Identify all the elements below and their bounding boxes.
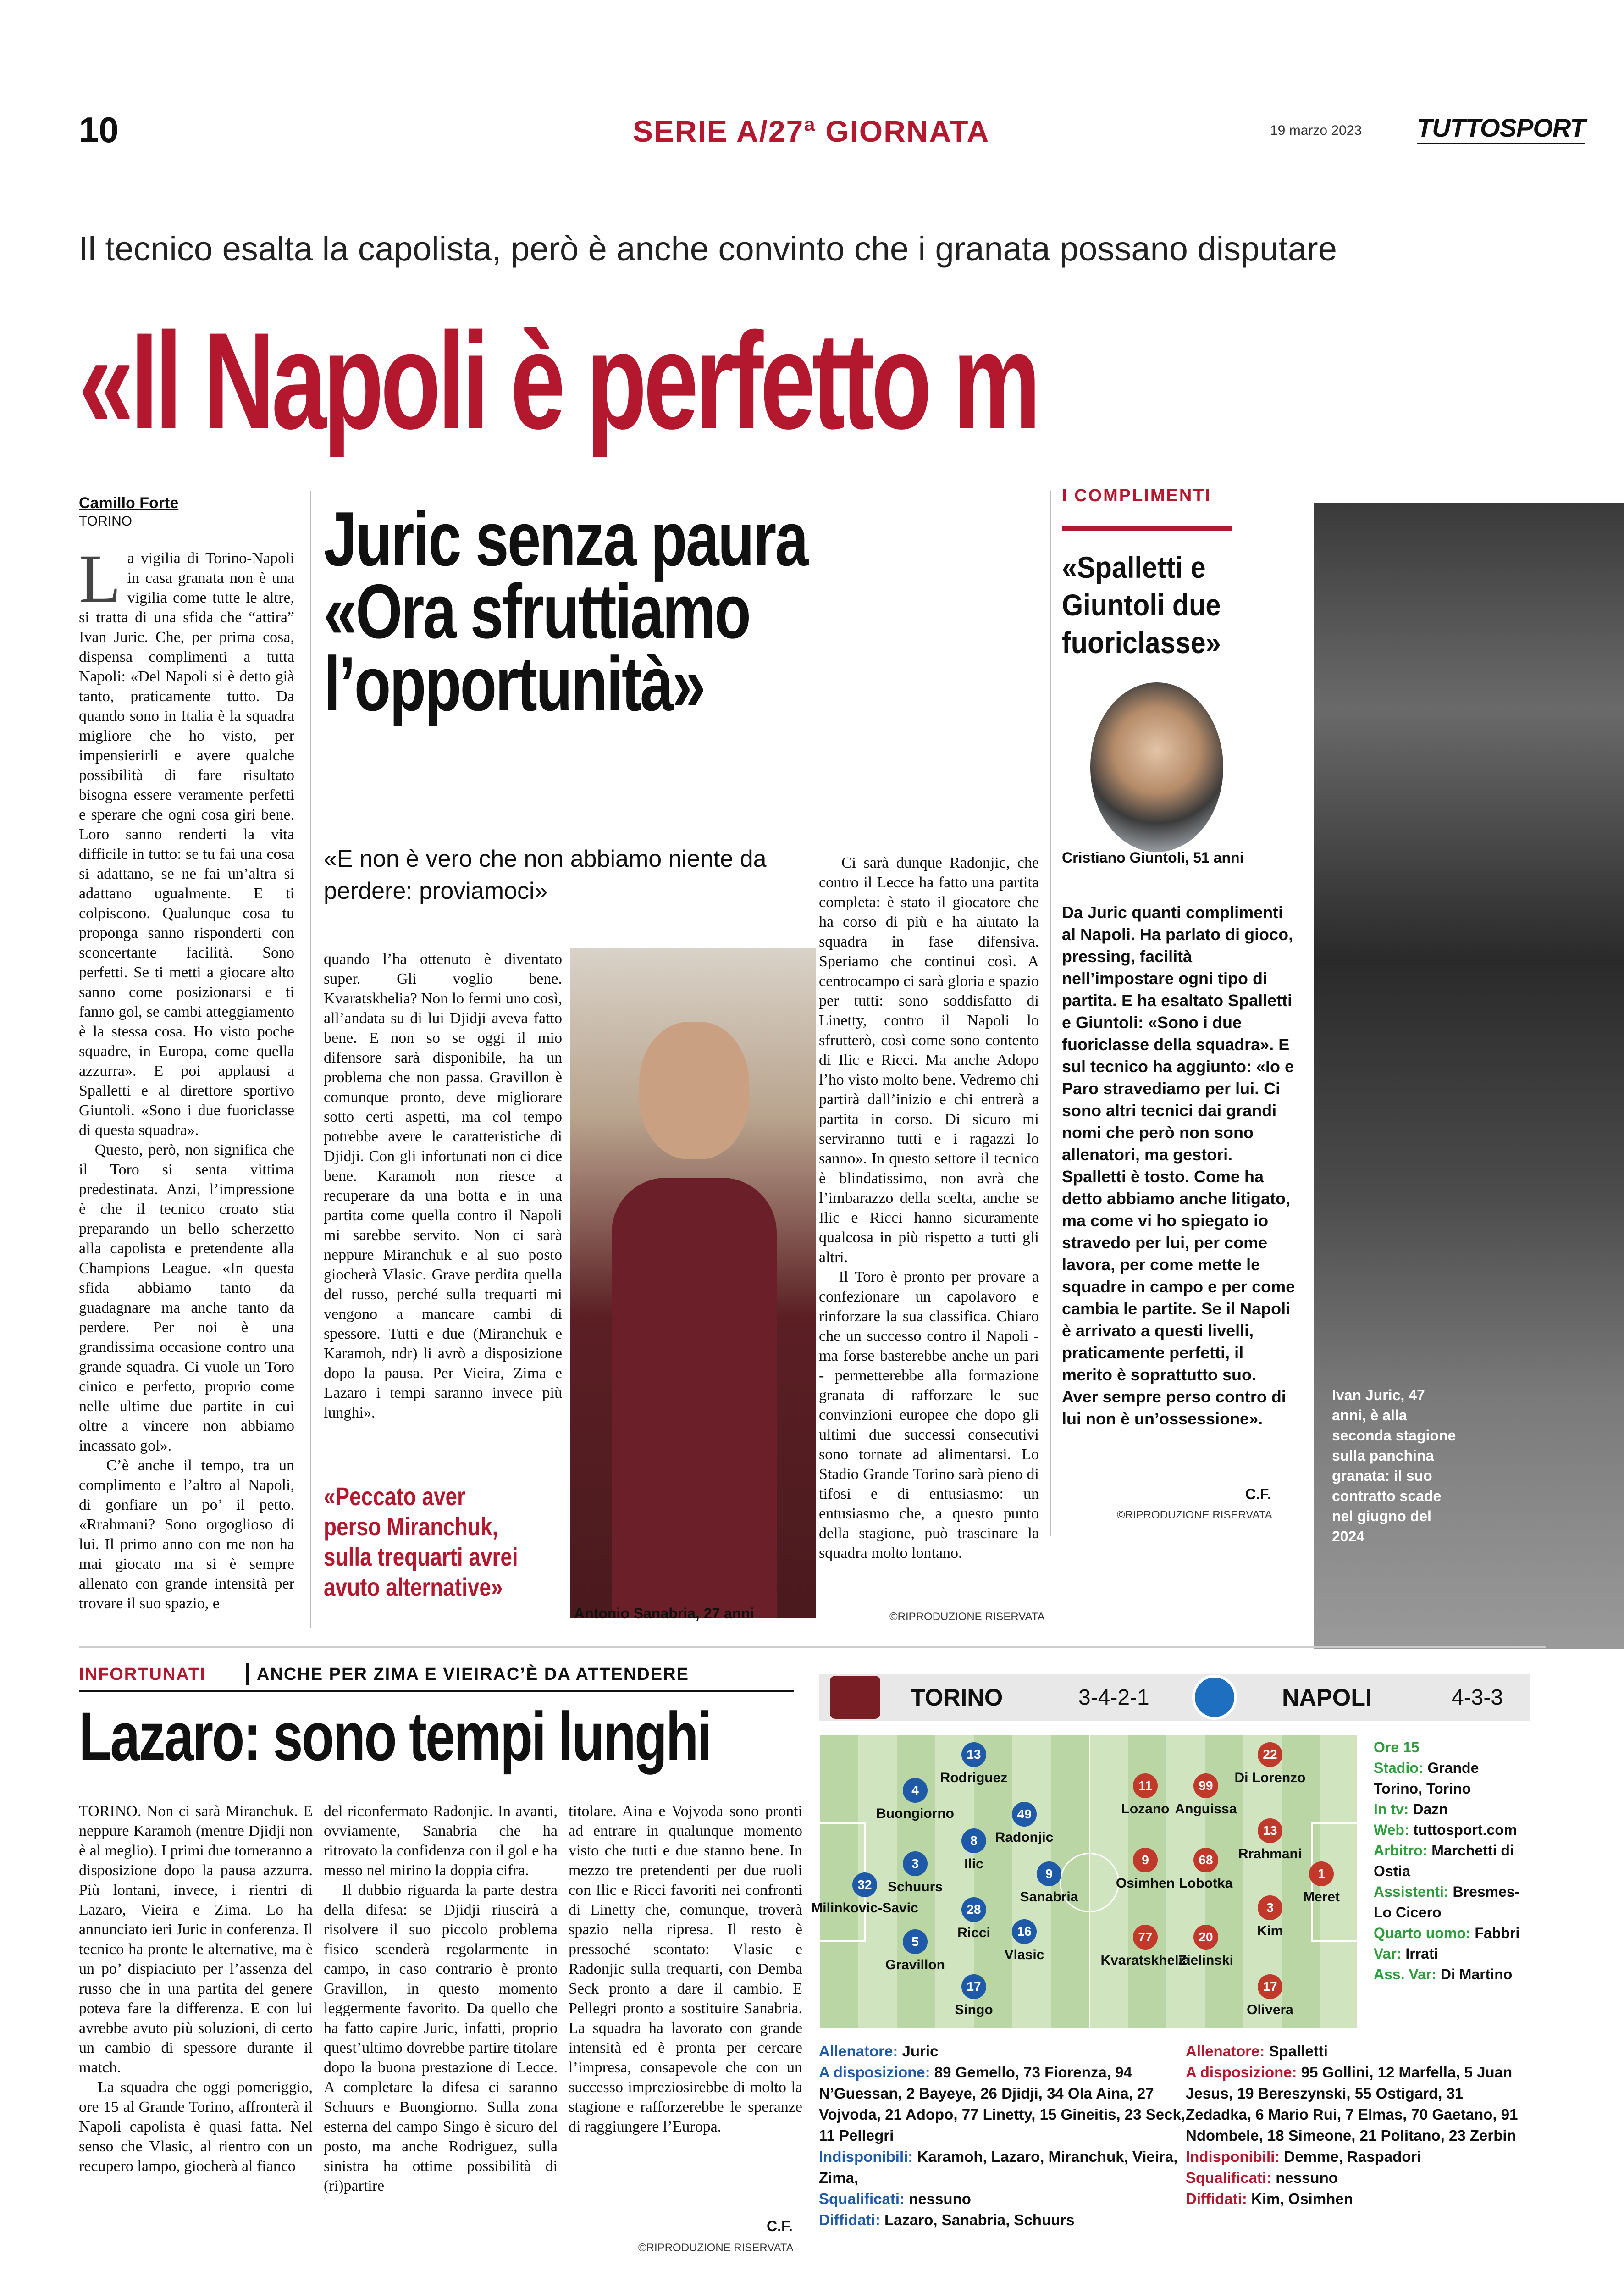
article-subheadline: «E non è vero che non abbiamo niente da perdere: proviamoci» [324,846,767,904]
player-name: Lozano [1121,1801,1170,1817]
fourth-official-value: Fabbri [1475,1925,1520,1941]
player-name: Meret [1303,1889,1340,1905]
tv-label: In tv: [1374,1801,1409,1817]
coach-value: Spalletti [1269,2043,1328,2060]
bench-label: A disposizione: [1186,2064,1297,2081]
suspended-label: Squalificati: [819,2190,905,2207]
unavailable-label: Indisponibili: [1186,2148,1280,2165]
player-name: Di Lorenzo [1234,1770,1306,1785]
player-name: Anguissa [1175,1801,1237,1817]
player-number: 8 [961,1828,986,1853]
player-number: 32 [852,1872,877,1897]
headline-kicker: Il tecnico esalta la capolista, però è anche convinto che i granata possano disputare [79,230,1337,268]
player-photo-caption: Antonio Sanabria, 27 anni [574,1605,754,1622]
coach-label: Allenatore: [819,2043,898,2060]
player-number: 99 [1193,1773,1218,1798]
article-column-2: quando l’ha ottenuto è diventato super. Gli voglio bene. Kvaratskhelia? Non lo fermi uno così, all’andata su di lui Djidji aveva fatto bene. E non so se oggi il mio difensore sarà disponibile, ha un problema che non passa. Gravillon è comunque pronto, deve migliorare sotto certi aspetti, ma col tempo potrebbe avere le caratteristiche di Djidji. Con gli infortunati non ci dice bene. Karamoh non riesce a recuperare da una botta e in una partita come quella contro il Napoli mi sarebbe servito. Non ci sarà neppure Miranchuk e al suo posto giocherà Vlasic. Grave perdita quella del russo, perché sulla trequarti mi vengono a mancare cambi di spessore. Tutti e due (Miranchuk e Karamoh, ndr) li avrò a disposizione dopo la pausa. Per Vieira, Zima e Lazaro i tempi saranno invece più lunghi». [324,951,566,1421]
suspended-label: Squalificati: [1186,2169,1272,2186]
giuntoli-portrait [1090,682,1223,852]
article-copyright: ©RIPRODUZIONE RISERVATA [889,1611,1045,1623]
injuries-column-3: titolare. Aina e Vojvoda sono pronti ad entrare in qualunque momento visto che tutti e due stanno bene. In mezzo tre pretendenti per due ruoli con Ilic e Ricci favoriti nei confronti di Linetty che, comunque, troverà spazio nella ripresa. Il resto è pressoché scontato: Vlasic e Radonjic sulla trequarti, con Demba Seck pronto a dare il cambio. E Pellegri pronto a sostituire Sanabria. La squadra ha lavorato con grande intensità ed è pronta per cercare l’impresa, consapevole che con un successo impreziosirebbe di molto la stagione e rafforzerebbe le speranze di raggiungere l’Europa. [569,1803,806,2135]
player-name: Olivera [1247,2002,1293,2017]
tv-value: Dazn [1413,1801,1448,1817]
player-number: 22 [1258,1742,1282,1767]
coach-label: Allenatore: [1186,2043,1265,2060]
player-name: Kim [1257,1923,1283,1939]
player-number: 9 [1037,1861,1061,1886]
bench-label: A disposizione: [819,2064,930,2081]
player-name: Milinkovic-Savic [811,1900,918,1916]
player-number: 4 [903,1778,928,1803]
compliments-body: Da Juric quanti complimenti al Napoli. Ha parlato di gioco, pressing, facilità nell’impostare ogni tipo di partita. E ha esaltato Spalletti e Giuntoli: «Sono i due fuoriclasse della squadra». E sul tecnico ha aggiunto: «Io e Paro stravediamo per lui. Ci sono altri tecnici dai grandi nomi che però non sono allenatori, ma gestori. Spalletti è tosto. Come ha detto abbiamo anche litigato, ma come vi ho spiegato io stravedo per lui, per come lavora, per come mette le squadre in campo e per come cambia le partite. Se il Napoli è arrivato a questi livelli, praticamente perfetti, il merito è soprattutto suo. Aver sempre perso contro di lui non è un’ossessione». [1062,903,1295,1428]
unavailable-value: Demme, Raspadori [1284,2148,1421,2165]
player-number: 49 [1012,1802,1037,1827]
torino-crest-icon [830,1676,880,1719]
suspended-value: nessuno [909,2190,971,2207]
article-column-3: Ci sarà dunque Radonjic, che contro il Lecce ha fatto una partita completa: è stato il giocatore che ha corso di più e ha aiutato la squadra in fase difensiva. Speriamo che continui così. A centrocampo ci sarà gloria e spazio per tutti: sono soddisfatto di Linetty, contro il Napoli lo sfrutterò, così come sono contento di Ilic e Ricci. Ma anche Adopo l’ho visto molto bene. Vedremo chi partirà dall’inizio e chi entrerà a partita in corso. Di sicuro mi serviranno tutti e i ragazzi lo sanno». In questo settore il tecnico è blindatissimo, non avrà che l’imbarazzo della scelta, anche se Ilic e Ricci hanno sicuramente qualcosa in più rispetto a tutti gli altri. Il Toro è pronto per provare a confezionare un capolavoro e rinforzare la sua classifica. Chiaro che un successo contro il Napoli - ma forse basterebbe anche un pari - permetterebbe alla formazione granata di rafforzare le sue convinzioni europee che dopo gli ultimi due successi consecutivi sono tornate ad alimentarsi. Lo Stadio Grande Torino sarà pieno di tifosi e di entusiasmo: un entusiasmo che, a questo punto della stagione, può trascinare la squadra molto lontano. [819,854,1039,1562]
fourth-official-label: Quarto uomo: [1374,1925,1471,1941]
player-number: 68 [1193,1848,1218,1872]
player-name: Lobotka [1179,1876,1233,1891]
player-name: Rodriguez [940,1770,1008,1785]
assistants-label: Assistenti: [1374,1883,1449,1900]
article-column-1-text: a vigilia di Torino-Napoli in casa granata non è una vigilia come tutte le altre, si tratta di una sfida che “attira” Ivan Juric. Che, per prima cosa, dispensa complimenti a tutta Napoli: «Del Napoli si è detto già tanto, praticamente tutto. Da quando sono in Italia è la squadra migliore che ho visto, per impensierirli e avere qualche possibilità di fare risultato bisogna essere veramente perfetti e sperare che ogni cosa giri bene. Loro sanno renderti la vita difficile in tutto: se tu fai una cosa si adattano, se ne fai un’altra si adattano ugualmente. E ti colpiscono. Qualunque cosa tu proponga sanno risponderti con sconcertante facilità. Sono perfetti. Se ti metti a giocare alto sanno come posizionarsi e ti fanno gol, se cambi atteggiamento è la stessa cosa. Ho visto poche squadre, in Europa, come quella azzurra». E poi applausi a Spalletti e al direttore sportivo Giuntoli. «Sono i due fuoriclasse di questa squadra». Questo, però, non significa che il Toro si senta vittima predestinata. Anzi, l’impressione è che il tecnico croato stia preparando un bello scherzetto alla capolista e pretendente alla Champions League. «In questa sfida abbiamo tanto da guadagnare ma anche tanto da perdere. Per noi è una grandissima occasione contro una grande squadra. Ci vuole un Toro cinico e perfetto, proprio come nelle ultime due partite in cui oltre a vincere non abbiamo incassato gol». C’è anche il tempo, tra un complimento e l’altro al Napoli, di gonfiare un po’ il petto. «Rrahmani? Sono orgoglioso di lui. Il primo anno con me non ha mai giocato ma si è sempre allenato con grande intensità per trovare il suo spazio, e [79,550,294,1612]
match-time: Ore 15 [1374,1739,1420,1756]
pull-quote: «Peccato aver perso Miranchuk, sulla trequarti avrei avuto alternative» [324,1482,518,1601]
player-number: 1 [1309,1861,1334,1886]
player-number: 77 [1133,1925,1158,1950]
player-shirt-shape [612,1178,777,1618]
avar-value: Di Martino [1440,1966,1513,1983]
player-name: Vlasic [1004,1947,1044,1962]
portrait-caption: Cristiano Giuntoli, 51 anni [1062,849,1244,866]
player-name: Radonjic [995,1830,1054,1845]
player-number: 13 [961,1742,986,1767]
unavailable-label: Indisponibili: [819,2148,913,2165]
page-number: 10 [79,110,119,150]
tag-separator [246,1663,249,1685]
away-team-name: NAPOLI [1282,1684,1372,1711]
player-number: 5 [903,1929,928,1954]
player-name: Ilic [964,1856,983,1872]
injuries-rule [79,1690,794,1692]
injuries-column-1: TORINO. Non ci sarà Miranchuk. E neppure Karamoh (mentre Djidji non è al meglio). I primi due torneranno a disposizione dopo la pausa azzurra. Più lontani, invece, i rientri di Lazaro, Vieira e Zima. Lo ha annunciato ieri Juric in conferenza. Il tecnico ha pronte le alternative, ma è un po’ dispiaciuto per l’assenza del russo che in una partita del genere poteva fare la differenza. E con lui avrebbe avuto più soluzioni, di certo un cambio di spessore durante il match. La squadra che oggi pomeriggio, ore 15 al Grande Torino, affronterà il Napoli capolista è quasi fatta. Nel senso che Vlasic, al rientro con un recupero lampo, giocherà al fianco [79,1803,313,2175]
warned-label: Diffidati: [819,2211,880,2228]
teams-bar [819,1674,1530,1721]
player-name: Osimhen [1116,1876,1175,1891]
player-number: 17 [961,1974,986,1999]
issue-date: 19 marzo 2023 [1270,123,1362,138]
unavailable-value: Karamoh, Lazaro, Miranchuk, Vieira, Zima, [819,2148,1178,2186]
suspended-value: nessuno [1276,2169,1338,2186]
player-number: 13 [1258,1818,1282,1843]
injuries-column-2: del riconfermato Radonjic. In avanti, ovviamente, Sanabria che ha ritrovato la confidenza con il gol e ha messo nel mirino la doppia cifra. Il dubbio riguarda la parte destra della difesa: se Djidji riuscirà a risolvere il suo piccolo problema fisico scenderà regolarmente in campo, in caso contrario è pronto Gravillon, in questo momento leggermente favorito. Da quello che ha fatto capire Juric, infatti, proprio quest’ultimo dovrebbe partire titolare dopo la buona prestazione di Lecce. A completare la difesa ci saranno Schuurs e Buongiorno. Sulla zona esterna del campo Singo è sicuro del posto, ma anche Rodriguez, sulla sinistra ha ottime possibilità di (ri)partire [324,1803,558,2194]
drop-cap: L [79,541,121,617]
lineup-pitch [811,1734,1358,2029]
player-name: Singo [955,2002,993,2017]
player-number: 20 [1193,1925,1218,1950]
warned-label: Diffidati: [1186,2190,1247,2207]
torino-details [819,2041,1186,2231]
main-headline: «Il Napoli è perfetto m [79,304,1038,458]
referee-label: Arbitro: [1374,1842,1428,1859]
player-name: Schuurs [887,1879,943,1894]
player-name: Rrahmani [1238,1846,1302,1861]
compliments-copyright: ©RIPRODUZIONE RISERVATA [1117,1509,1272,1521]
stadium-label: Stadio: [1374,1760,1424,1776]
compliments-headline: «Spalletti e Giuntoli due fuoriclasse» [1062,550,1221,659]
away-team-formation: 4-3-3 [1452,1685,1503,1710]
warned-value: Lazaro, Sanabria, Schuurs [884,2211,1075,2228]
avar-label: Ass. Var: [1374,1966,1436,1983]
player-name: Ricci [957,1925,990,1940]
napoli-crest-icon [1192,1675,1237,1720]
coach-value: Juric [902,2043,939,2060]
bench-value: 89 Gemello, 73 Fiorenza, 94 N’Guessan, 2 Bayeye, 26 Djidji, 34 Ola Aina, 27 Vojvoda, 21 Adopo, 77 Linetty, 15 Gineitis, 23 Seck, 11 Pellegri [819,2064,1185,2144]
compliments-signature: C.F. [1245,1486,1271,1502]
match-info [1374,1737,1530,1985]
byline-author: Camillo Forte [79,494,179,512]
player-name: Gravillon [885,1957,945,1972]
web-label: Web: [1374,1822,1409,1838]
injuries-signature: C.F. [767,2218,793,2234]
section-divider [79,1646,1546,1648]
player-number: 3 [1258,1895,1282,1920]
compliments-tag: I COMPLIMENTI [1062,486,1212,505]
player-name: Kvaratskhelia [1100,1953,1190,1968]
article-headline: Juric senza paura «Ora sfruttiamo l’opportunità» [324,496,807,727]
player-number: 16 [1012,1919,1037,1944]
player-photo [570,948,816,1618]
napoli-details [1186,2041,1530,2210]
section-title: SERIE A/27ª GIORNATA [633,114,990,148]
player-name: Buongiorno [876,1806,954,1821]
byline-city: TORINO [79,514,133,529]
player-name: Sanabria [1020,1889,1078,1905]
player-number: 11 [1133,1773,1158,1798]
article-column-1 [79,541,294,1613]
player-number: 28 [961,1897,986,1922]
player-number: 9 [1133,1848,1158,1872]
stadium-value: Grande Torino, Torino [1374,1760,1479,1797]
assistants-value: Bresmes-Lo Cicero [1374,1883,1520,1921]
referee-value: Marchetti di Ostia [1374,1842,1514,1879]
player-number: 3 [903,1851,928,1876]
coach-photo-caption: Ivan Juric, 47 anni, è alla seconda stagione sulla panchina granata: il suo contratto scade nel giugno del 2024 [1332,1387,1456,1545]
column-divider [1050,491,1051,1536]
web-value: tuttosport.com [1413,1822,1517,1838]
home-team-name: TORINO [911,1684,1003,1711]
player-number: 17 [1258,1974,1282,1999]
compliments-rule [1062,526,1232,531]
injuries-subtag: ANCHE PER ZIMA E VIEIRAC’È DA ATTENDERE [257,1665,689,1684]
injuries-headline: Lazaro: sono tempi lunghi [79,1698,711,1775]
var-label: Var: [1374,1945,1402,1962]
player-name: Zielinski [1178,1953,1234,1968]
var-value: Irrati [1405,1945,1438,1962]
player-head-shape [639,1022,749,1159]
column-divider [310,491,311,1628]
injuries-tag: INFORTUNATI [79,1665,206,1684]
bench-value: 95 Gollini, 12 Marfella, 5 Juan Jesus, 19 Bereszynski, 55 Ostigard, 31 Zedadka, 6 Mario Rui, 7 Elmas, 70 Gaetano, 91 Ndombele, 18 Simeone, 21 Politano, 23 Zerbin [1186,2064,1518,2144]
newspaper-logo: TUTTOSPORT [1417,113,1585,144]
injuries-copyright: ©RIPRODUZIONE RISERVATA [638,2242,794,2254]
warned-value: Kim, Osimhen [1251,2190,1353,2207]
home-team-formation: 3-4-2-1 [1078,1685,1149,1710]
